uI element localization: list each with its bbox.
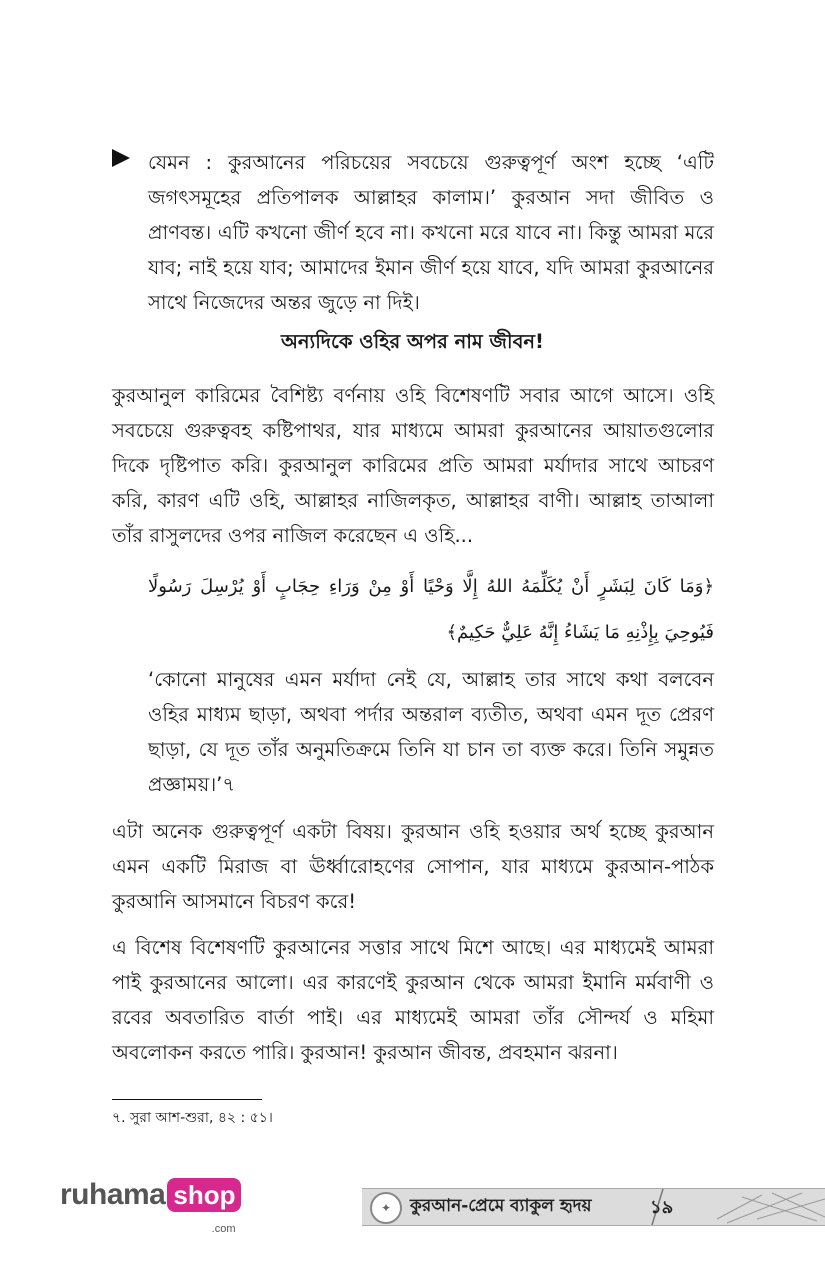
paragraph-1: কুরআনুল কারিমের বৈশিষ্ট্য বর্ণনায় ওহি বিশেষণটি সবার আগে আসে। ওহি সবচেয়ে গুরুত্ববহ কষ্টিপাথর, যার মাধ্যমে আমরা কুরআনের আয়াতগুলোর দিকে দৃষ্টিপাত করি। কুরআনুল কারিমের প্রতি আমরা মর্যাদার সাথে আচরণ করি, কারণ এটি ওহি, আল্লাহর নাজিলকৃত, আল্লাহর বাণী। আল্লাহ তাআলা তাঁর রাসুলদের ওপর নাজিল করেছেন এ ওহি... (112, 384, 714, 547)
logo-shop-text: shop (173, 1180, 236, 1210)
logo-com-text: .com (211, 1223, 236, 1235)
arabic-verse: ﴿وَمَا كَانَ لِبَشَرٍ أَنْ يُكَلِّمَهُ اللهُ إِلَّا وَحْيًا أَوْ مِنْ وَرَاءِ حِجَابٍ أَوْ يُرْسِلَ رَسُولًا فَيُوحِيَ بِإِذْنِهِ مَا يَشَاءُ إِنَّهُ عَلِيٌّ حَكِيمٌ﴾ (148, 576, 714, 643)
quran-emblem-icon: ✦ (370, 1192, 402, 1224)
section-heading: অন্যদিকে ওহির অপর নাম জীবন! (281, 330, 544, 353)
logo-shop-badge (167, 1178, 241, 1235)
running-title: কুরআন-প্রেমে ব্যাকুল হৃদয় (410, 1196, 592, 1216)
bullet-item (112, 145, 714, 320)
logo-main-text: ruhama (60, 1178, 166, 1211)
footnote-divider (112, 1099, 262, 1100)
bullet-paragraph: যেমন : কুরআনের পরিচয়ের সবচেয়ে গুরুত্বপূর্ণ অংশ হচ্ছে ‘এটি জগৎসমূহের প্রতিপালক আল্লাহর কালাম।’ কুরআন সদা জীবিত ও প্রাণবন্ত। এটি কখনো জীর্ণ হবে না। কখনো মরে যাবে না। কিন্তু আমরা মরে যাব; নাই হয়ে যাব; আমাদের ইমান জীর্ণ হয়ে যাবে, যদি আমরা কুরআনের সাথে নিজেদের অন্তর জুড়ে না দিই। (148, 151, 714, 314)
publisher-logo (60, 1178, 241, 1235)
page-number: ১৯ (650, 1197, 674, 1218)
bullet-arrow-icon (112, 149, 130, 167)
footnote: ৭. সুরা আশ-শুরা, ৪২ : ৫১। (112, 1110, 273, 1126)
verse-translation: ‘কোনো মানুষের এমন মর্যাদা নেই যে, আল্লাহ তার সাথে কথা বলবেন ওহির মাধ্যম ছাড়া, অথবা পর্দার অন্তরাল ব্যতীত, অথবা এমন দূত প্রেরণ ছাড়া, যে দূত তাঁর অনুমতিক্রমে তিনি যা চান তা ব্যক্ত করে। তিনি সমুন্নত প্রজ্ঞাময়।’৭ (148, 668, 714, 796)
paragraph-2: এটা অনেক গুরুত্বপূর্ণ একটা বিষয়। কুরআন ওহি হওয়ার অর্থ হচ্ছে কুরআন এমন একটি মিরাজ বা ঊর্ধ্বারোহণের সোপান, যার মাধ্যমে কুরআন-পাঠক কুরআনি আসমানে বিচরণ করে! (112, 820, 714, 913)
paragraph-3: এ বিশেষ বিশেষণটি কুরআনের সত্তার সাথে মিশে আছে। এর মাধ্যমেই আমরা পাই কুরআনের আলো। এর কারণেই কুরআন থেকে আমরা ইমানি মর্মবাণী ও রবের অবতারিত বার্তা পাই। এর মাধ্যমেই আমরা তাঁর সৌন্দর্য ও মহিমা অবলোকন করতে পারি। কুরআন! কুরআন জীবন্ত, প্রবহমান ঝরনা। (112, 936, 714, 1064)
